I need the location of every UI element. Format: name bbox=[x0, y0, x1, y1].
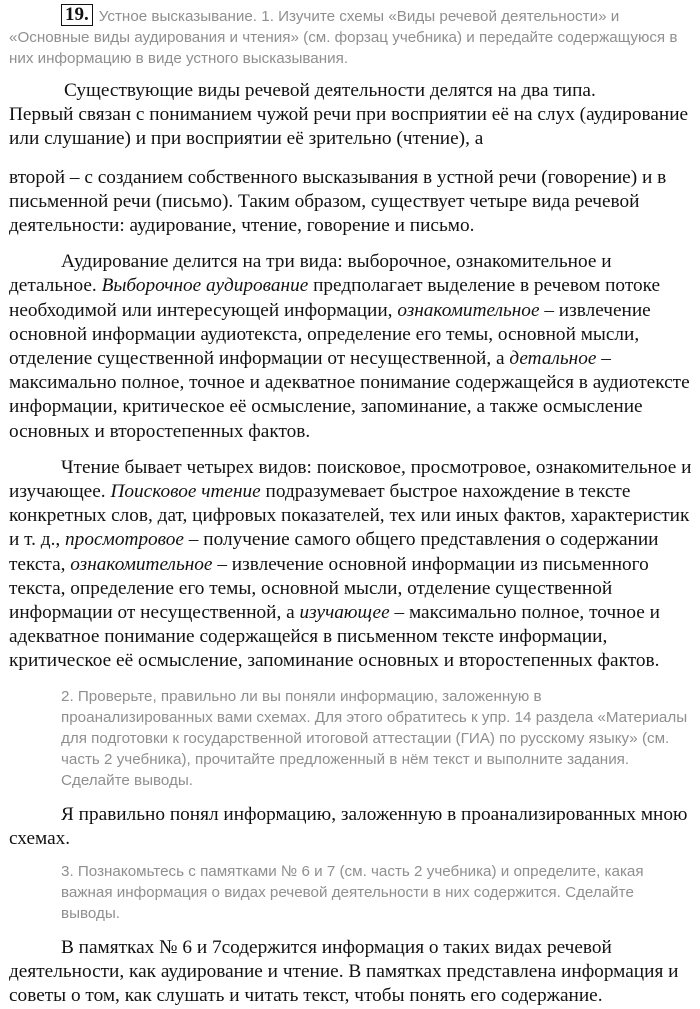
answer-1-paragraph-2: второй – с созданием собственного высказывания в устной речи (говорение) и в письменной речи (письмо). Таким образом, существует четыре вида речевой деятельности: аудирование, чтение, говорение и письмо. bbox=[9, 166, 667, 237]
task-2-instruction: 2. Проверьте, правильно ли вы поняли информацию, заложенную в проанализированных вами схемах. Для этого обратитесь к упр. 14 раздела «Материалы для подготовки к государственной итоговой аттестации (ГИА) по русскому языку» (см. часть 2 учебника), прочитайте предложенный в нём текст и выполните задания. Сделайте выводы. bbox=[61, 687, 688, 789]
listening-term-detailed: детальное bbox=[509, 348, 597, 370]
answer-1-first-line: Существующие виды речевой деятельности делятся на два типа. bbox=[64, 80, 596, 101]
task-1-instruction bbox=[9, 4, 692, 69]
listening-text-1: Аудирование делится на три вида: выборочное, ознакомительное и детальное. bbox=[9, 251, 612, 297]
reading-term-skimming: просмотровое bbox=[65, 529, 184, 551]
answer-1-paragraph-1 bbox=[9, 79, 692, 152]
listening-term-selective: Выборочное аудирование bbox=[101, 275, 309, 297]
reading-text-5: – максимально полное, точное и адекватное понимание содержащейся в письменном тексте информации, критическое её осмысление, запоминание основных и второстепенных фактов. bbox=[9, 602, 660, 672]
listening-text-4: – максимально полное, точное и адекватное понимание содержащейся в аудиотексте информации, критическое её осмысление, запоминание, а также осмысление основных и второстепенных фактов. bbox=[9, 348, 690, 442]
exercise-number: 19. bbox=[61, 4, 93, 26]
answer-1-first-rest: Первый связан с пониманием чужой речи при восприятии её на слух (аудирование или слушание) и при восприятии её зрительно (чтение), а bbox=[9, 104, 689, 150]
reading-term-search: Поисковое чтение bbox=[110, 481, 261, 503]
reading-term-study: изучающее bbox=[299, 602, 390, 624]
answer-1-paragraph-listening bbox=[9, 250, 692, 444]
answer-1-paragraph-reading bbox=[9, 456, 692, 674]
listening-term-introductory: ознакомительное bbox=[397, 299, 540, 321]
reading-term-introductory: ознакомительное bbox=[70, 553, 213, 575]
reading-text-3: – получение самого общего представления о содержании текста, bbox=[9, 529, 659, 575]
task-1-text: Устное высказывание. 1. Изучите схемы «Виды речевой деятельности» и «Основные виды аудирования и чтения» (см. форзац учебника) и передайте содержащуюся в них информацию в виде устного высказывания. bbox=[9, 8, 678, 67]
reading-text-1: Чтение бывает четырех видов: поисковое, просмотровое, ознакомительное и изучающее. bbox=[9, 456, 692, 503]
reading-text-4: – извлечение основной информации из письменного текста, определение его темы, основной мысли, отделение существенной информации от несущественной, а bbox=[9, 553, 649, 624]
answer-2-paragraph: Я правильно понял информацию, заложенную в проанализированных мною схемах. bbox=[9, 803, 688, 849]
task-3-instruction: 3. Познакомьтесь с памятками № 6 и 7 (см. часть 2 учебника) и определите, какая важная информация о видах речевой деятельности в них содержится. Сделайте выводы. bbox=[61, 863, 644, 923]
listening-text-3: – извлечение основной информации аудиотекста, определение его темы, основной мысли, отделение существенной информации от несущественной, а bbox=[9, 299, 651, 370]
answer-3-paragraph: В памятках № 6 и 7содержится информация о таких видах речевой деятельности, как аудирование и чтение. В памятках представлена информация и советы о том, как слушать и читать текст, чтобы понять его содержание. bbox=[9, 937, 679, 1007]
listening-text-2: предполагает выделение в речевом потоке необходимой или интересующей информации, bbox=[9, 275, 661, 321]
reading-text-2: подразумевает быстрое нахождение в тексте конкретных слов, дат, цифровых показателей, тех или иных фактов, характеристик и т. д., bbox=[9, 481, 690, 551]
